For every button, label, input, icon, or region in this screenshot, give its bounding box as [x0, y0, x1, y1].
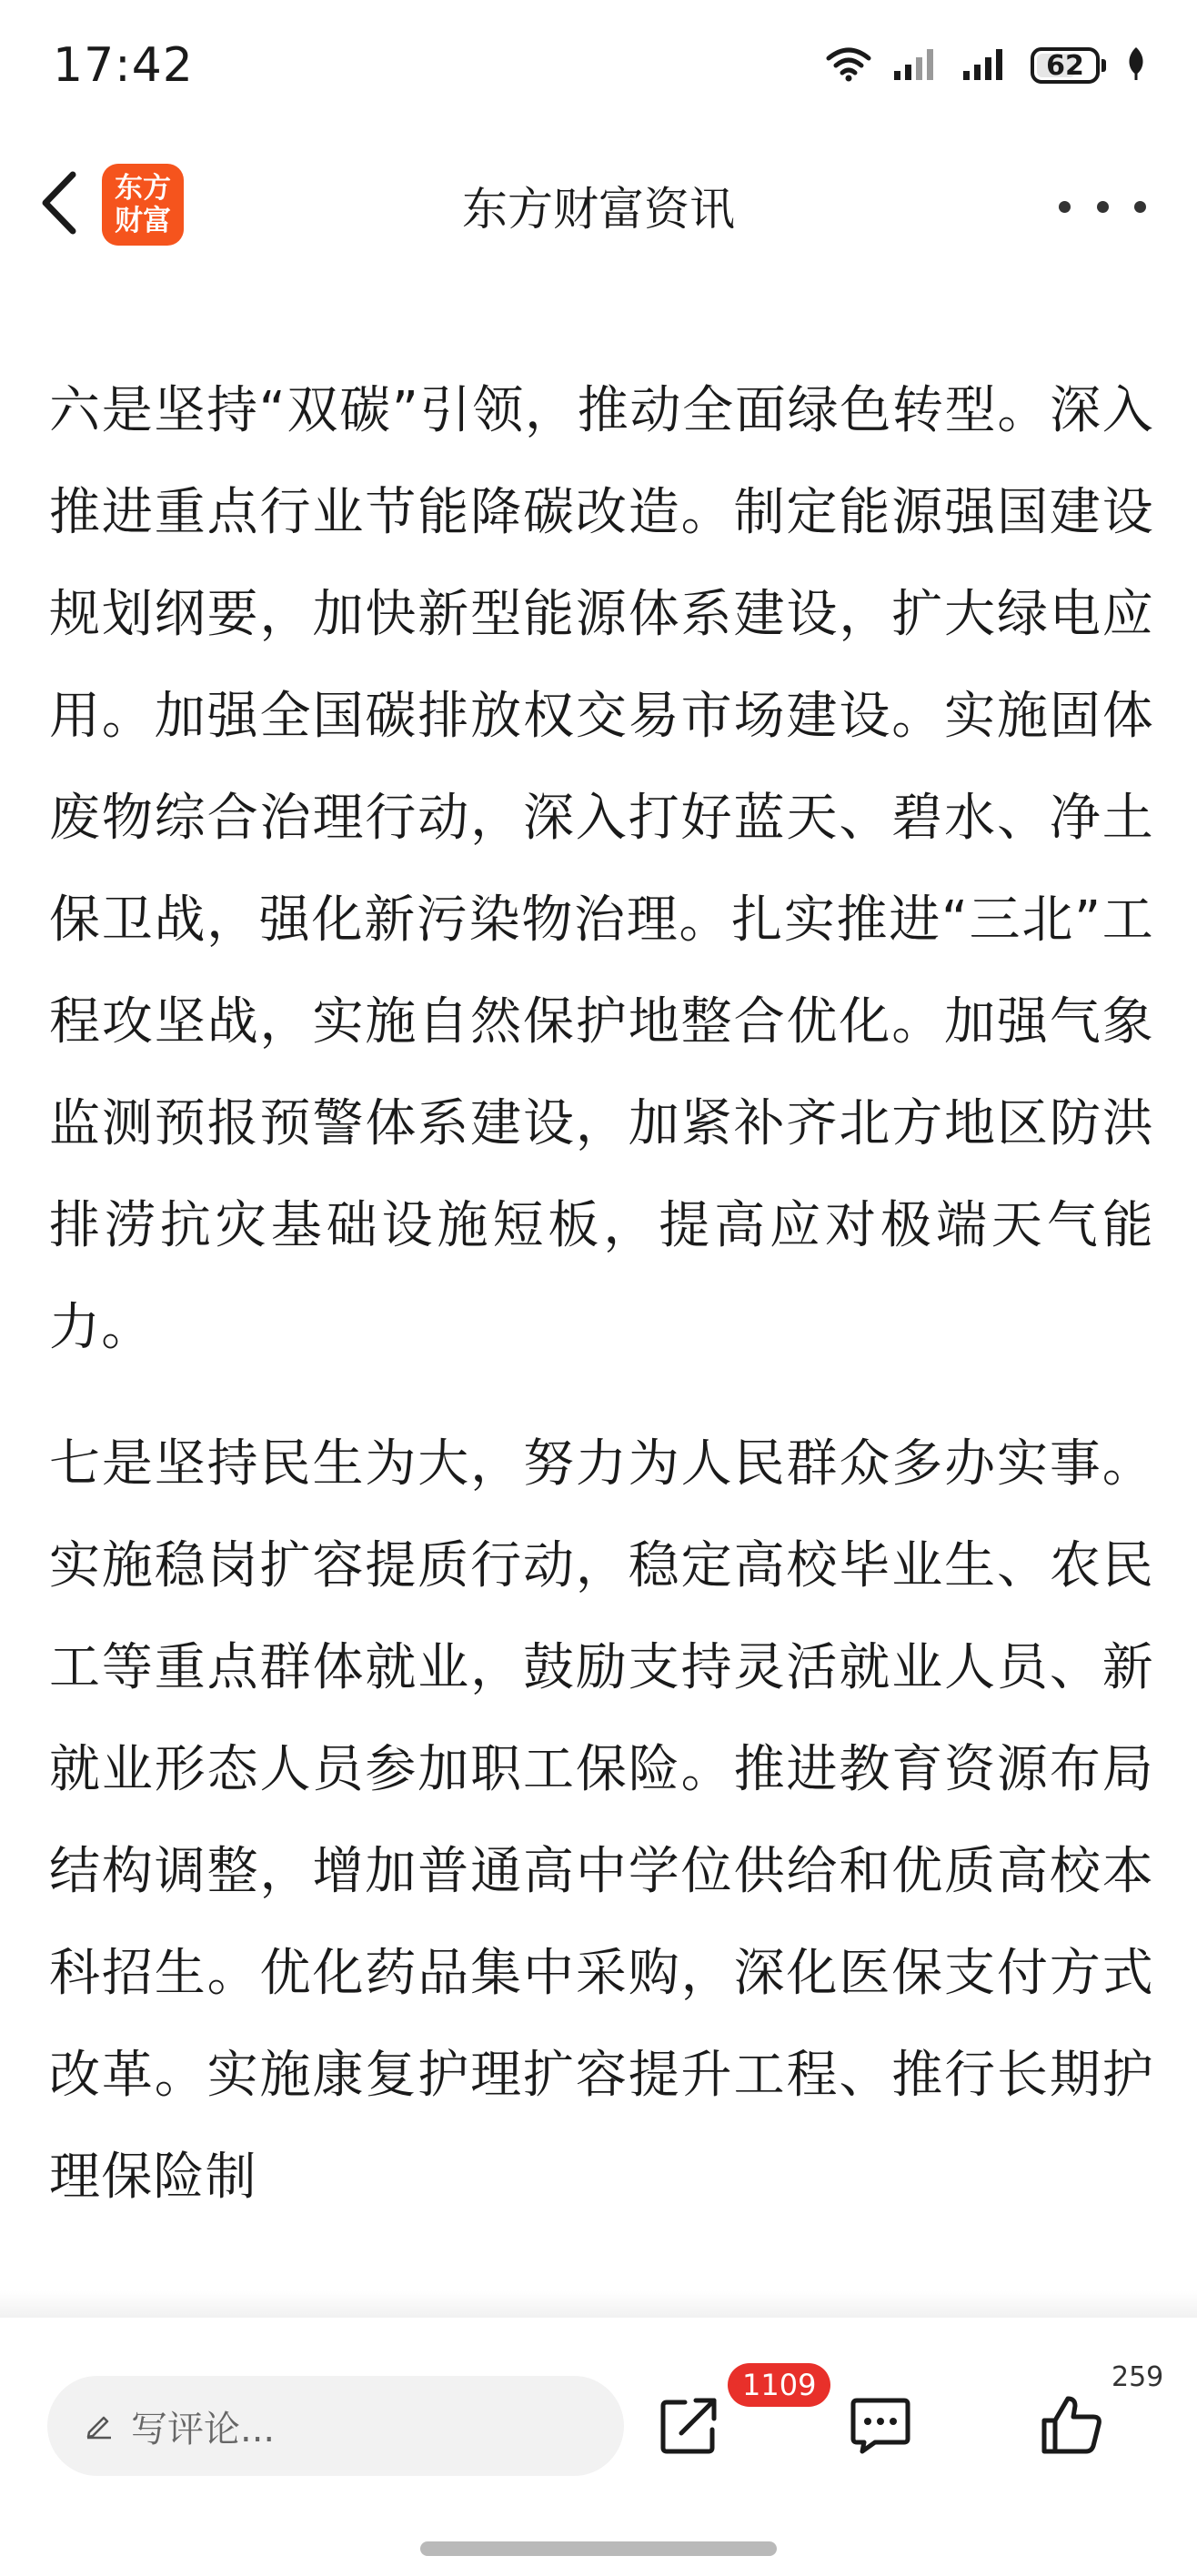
status-icons [825, 45, 1146, 86]
leaf-icon [1126, 45, 1146, 86]
thumbs-up-icon [1039, 2393, 1104, 2460]
wifi-icon [825, 45, 872, 86]
home-indicator[interactable] [420, 2541, 777, 2556]
page-title: 东方财富资讯 [462, 183, 735, 236]
status-time: 17:42 [53, 38, 194, 93]
battery-icon [1031, 47, 1106, 84]
share-icon [658, 2393, 721, 2460]
comment-button[interactable] [842, 2389, 919, 2465]
bottom-toolbar [0, 2318, 1197, 2576]
signal-icon [892, 45, 941, 86]
article-paragraph: 七是坚持民生为大，努力为人民群众多办实事。实施稳岗扩容提质行动，稳定高校毕业生、农民工等重点群体就业，鼓励支持灵活就业人员、新就业形态人员参加职工保险。推进教育资源布局结构调整，增加普通高中学位供给和优质高校本科招生。优化药品集中采购，深化医保支付方式改革。实施康复护理扩容提升工程、推行长期护理保险制 [49, 1434, 1154, 2207]
more-dots-icon [1059, 201, 1071, 213]
logo-line1: 东方 [115, 172, 171, 205]
article-body [49, 360, 1154, 2229]
nav-bar [0, 146, 1197, 264]
like-button[interactable] [1033, 2389, 1110, 2465]
comment-placeholder: 写评论... [131, 2408, 276, 2450]
article-paragraph: 六是坚持“双碳”引领，推动全面绿色转型。深入推进重点行业节能降碳改造。制定能源强国建设规划纲要，加快新型能源体系建设，扩大绿电应用。加强全国碳排放权交易市场建设。实施固体废物综合治理行动，深入打好蓝天、碧水、净土保卫战，强化新污染物治理。扎实推进“三北”工程攻坚战，实施自然保护地整合优化。加强气象监测预报预警体系建设，加紧补齐北方地区防洪排涝抗灾基础设施短板，提高应对极端天气能力。 [49, 381, 1154, 1357]
more-button[interactable] [1059, 193, 1146, 220]
pencil-icon [84, 2409, 115, 2443]
battery-level: 62 [1046, 49, 1084, 82]
signal-icon [961, 45, 1011, 86]
comment-input[interactable] [47, 2376, 624, 2476]
logo-line2: 财富 [115, 205, 171, 237]
share-count-badge: 1109 [728, 2363, 830, 2407]
share-button[interactable] [651, 2389, 728, 2465]
like-count: 259 [1112, 2361, 1164, 2393]
status-bar [0, 0, 1197, 136]
comment-icon [848, 2393, 913, 2460]
